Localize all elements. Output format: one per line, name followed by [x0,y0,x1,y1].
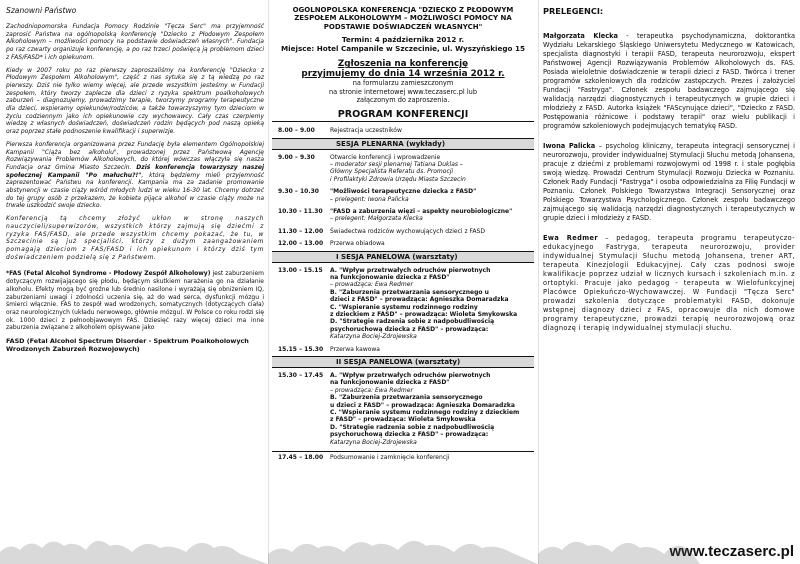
registration-text: załączonym do zaproszenia. [356,95,450,104]
registration-heading: Zgłoszenia na konferencję [337,59,469,70]
time: 15.15 – 15.30 [278,345,324,353]
fas-definition [6,270,264,332]
description: Przerwa kawowa [330,345,380,353]
campaign-text-a: Pierwsza konferencja organizowana przez Fundację była elementem Ogólnopolskiej Kampanii "Ciąża bez alkoholu", prowadzonej przez Państwową Agencję Rozwiązywania Problemów Alkoholowych, do której wówczas włączyła się nasza Fundacja oraz Gmina Miasto Szczecin. [6,140,264,171]
program-row [272,127,534,134]
description: Rejestracja uczestników [330,127,402,135]
website-link[interactable]: www.teczaserc.pl [669,543,794,560]
conference-date: Termin: 4 października 2012 r. [341,35,465,45]
history-paragraph: Kiedy w 2007 roku po raz pierwszy zaproszaliśmy na konferencję "Dziecko z Płodowym Zespołem Alkoholowym", część z nas sytuka się z tą wiedzą po raz pierwszy. Dziś nie tylko wiemy więcej, ale przede wszystkim jesteśmy w Fundacji zespołem, który tworzy zaplecze dla dzieci z ryzyka spektrum poalkoholowych zaburzeń – diagnozujemy, prowadzimy terapie, tworzymy programy terapeutyczne dla dzieci, wspieramy opiekunów/rodziców, a także towarzyszymy tym dzieciom w życiu codziennym jako ich opiekunowie czy wychowawcy. Cały czas czerpiemy wiedzę z własnych doświadczeń, doświadczeń rodzin będących pod naszą opieką oraz poprzez stałe podnoszenie kwalifikacji i superwizje. [6,66,264,136]
program-row [272,154,534,184]
description: Świadectwa rodziców wychowujących dzieci z FASD [330,227,485,235]
registration-deadline: przyjmujemy do dnia 14 września 2012 r. [301,69,505,80]
conference-paragraph: Konferencją tą chcemy złożyć ukłon w stronę naszych nauczycieli/superwizorów, wszystkich którzy zajmują się dziećmi z ryzyka FAS/FASD, ale przede wszystkim chcemy pokazać, że tu, w Szczecinie są już specjaliści, którzy z dużym zaangażowaniem pomagają dzieciom z FAS/FASD i ich opiekunom i którzy dziś tym doświadczeniem podzielą się z Państwem. [6,215,264,261]
program-title: PROGRAM KONFERENCJI [272,109,534,122]
session-panel-2-bar: II SESJA PANELOWA (warsztaty) [272,356,534,368]
speakers-heading: PRELEGENCI: [543,6,604,16]
greeting: Szanowni Państwo [6,6,77,15]
registration-text: na formularzu zamieszczonym [352,79,454,88]
description: A. "Wpływ przetrwałych odruchów pierwotnych na funkcjonowanie dziecka z FASD" – prowadząca: Ewa Redmer B. "Zaburzenia przetwarzania sensorycznego u dzieci z FASD" – prowadząca: Agnieszka Domaradzka C. "Wspieranie systemu rodzinnego rodziny z dzieckiem z FASD" – prowadząca: Wioleta Smykowska D. "Strategie radzenia sobie z nadpobudliwością psychoruchową dziecka z FASD" – prowadząca: Katarzyna Bociej-Zdrojewska [330,372,520,446]
session-plenary-bar: SESJA PLENARNA (wykłady) [272,138,534,150]
middle-column [272,6,534,558]
speaker-bio-klecka: Małgorzata Klecka - terapeutka psychodynamiczna, doktorantka Wydziału Lekarskiego Śląskiego Uniwersytetu Medycznego w Katowicach, specjalista diagnostyki i terapii FASD, terapeuta neurorozwoju, ekspert Państwowej Agencji Rozwiązywania Problemów Alkoholowych ds. FAS. Posiada wieloletnie doświadczenie w terapii dzieci z FASD. Twórca i trener programów szkoleniowych dla rodziców zastępczych. Prezes i założyciel Fundacji "Fastryga". Członek zespołu badawczego zajmującego się walidacją narzędzi diagnostycznych i terapeutycznych w grupie dzieci i młodzieży z FASD. Autorka książek "FAScynujące dzieci", "Dziecko z FASD. Postępowania różnicowe i podstawy terapii" oraz wielu publikacji i programów szkoleniowych podejmujących tematykę FASD. [543,32,795,130]
time: 17.45 – 18.00 [278,454,324,462]
conference-title: OGÓLNOPOLSKA KONFERENCJA "DZIECKO Z PŁODOWYM ZESPOŁEM ALKOHOLOWYM – MOŻLIWOŚCI POMOCY NA PODSTAWIE DOŚWIADCZEŃ WŁASNYCH" [292,6,514,31]
program-row [272,240,534,247]
speaker-name: Ewa Redmer [543,234,598,242]
left-column [6,6,264,558]
time: 9.00 – 9.30 [278,153,315,161]
fas-text: jest zaburzeniem dotyczącym rozwijającego się płodu, będącym skutkiem narażenia go na działanie alkoholu. Efekty mogą być groźne lub średnio nasilone i wyrażają się obniżeniem IQ, zaburzeniami uwagi i zdolności uczenia się, aż do wad serca, dysfunkcji mózgu i śmierci włącznie. FAS to zespół wad wrodzonych, somatycznych (dotyczących ciała) oraz neurologicznych (układu nerwowego, głównie mózgu). W Polsce co roku rodzi się ok. 1000 dzieci z pełnoobjawowym FAS. Dziesięć razy więcej dzieci ma inne zaburzenia związane z alkoholem opisywane jako [6,270,264,332]
speaker-bio-palicka: Iwona Palicka – psycholog kliniczny, terapeuta integracji sensorycznej i neurorozwoju, provider indywidualnej Stymulacji Słuchu metodą Johansena, pracuje z dziećmi z problemami rozwojowymi od 1998 r. i stale pogłębia swoją wiedzę. Prowadzi Centrum Stymulacji Rozwoju Dziecka w Poznaniu. Członek Rady Fundacji "Fastryga" i osoba odpowiedzialna za Filię Fundacji w Poznaniu. Członek Polskiego Towarzystwa Integracji Sensorycznej oraz Polskiego Towarzystwa Psychologicznego. Członek zespołu badawczego zajmującego się walidacją narzędzi diagnostycznych i terapeutycznych w grupie dzieci i młodzieży z FASD. [543,142,795,222]
intro-paragraph: Zachodniopomorska Fundacja Pomocy Rodzinie "Tęcza Serc" ma przyjemność zaprosić Państwa na ogólnopolską konferencję "Dziecko z Płodowym Zespołem Alkoholowym – możliwości pomocy na podstawie doświadczeń własnych". Fundacja po raz czwarty organizuje konferencję, a po raz trzeci poświęcą ją problemom dzieci z FAS/FASD* i ich opiekunom. [6,23,264,61]
program-row [272,451,534,461]
campaign-paragraph [6,141,264,210]
program-row [272,208,534,223]
description: Przerwa obiadowa [330,240,385,248]
description: "Możliwości terapeutyczne dziecka z FASD" – prelegent: Iwona Palicka [330,188,477,203]
session-panel-1-bar: I SESJA PANELOWA (warsztaty) [272,251,534,263]
fas-title: *FAS (Fetal Alcohol Syndrome - Płodowy Zespół Alkoholowy) [6,270,211,278]
description: "FASD a zaburzenia więzi – aspekty neurobiologiczne" – prelegent: Małgorzata Klecka [330,207,513,223]
description: A. "Wpływ przetrwałych odruchów pierwotnych na funkcjonowanie dziecka z FASD" – prowadząca: Ewa Redmer B. "Zaburzenia przetwarzania sensorycznego u dzieci z FASD" – prowadząca: Agnieszka Domaradzka C. "Wspieranie systemu rodzinnego rodziny z dzieckiem z FASD" – prowadząca: Wioleta Smykowska D. "Strategie radzenia sobie z nadpobudliwością psychoruchową dziecka z FASD" – prowadząca: Katarzyna Bociej-Zdrojewska [330,266,518,341]
campaign-text-c: , którą będziemy mieli przyjemność zaprezentować Państwu na konferencji. Kampania ma za zadanie promowanie abstynencji w czasie ciąży wśród młodych ludzi w wieku 16-30 lat. Chcemy dotrzeć do tej grupy osób z przekazem, że kobieta pijąca alkohol w czasie ciąży może na trwałe uszkodzić swoje dziecko. [6,171,264,210]
fasd-title: FASD (Fetal Alcohol Spectrum Disorder - Spektrum Poalkoholowych Wrodzonych Zaburzeń Rozwojowych) [6,337,249,354]
time: 11.30 – 12.00 [278,227,324,235]
program-row [272,188,534,203]
time: 12.00 – 13.00 [278,240,324,248]
time: 13.00 - 15.15 [278,266,323,274]
program-row [272,372,534,446]
description: Otwarcie konferencji i wprowadzenie – moderator sesji plenarnej Tatiana Duklas – Główny Specjalista Referatu ds. Promocji i Profilaktyki Zdrowia Urzędu Miasta Szczecin [330,153,466,183]
registration-text: na stronie internetowej www.teczaserc.pl lub [328,87,478,96]
time: 8.00 – 9.00 [278,127,315,135]
speaker-name: Małgorzata Klecka [543,32,618,40]
campaign-highlight: Dziś konferencja towarzyszy naszej społecznej Kampanii "Po małuchu?!" [6,163,264,179]
description: Podsumowanie i zamknięcie konferencji [330,454,450,462]
time: 15.30 – 17.45 [278,372,324,380]
time: 10.30 - 11.30 [278,207,323,215]
program-row [272,346,534,353]
speaker-bio-redmer: Ewa Redmer – pedagog, terapeuta programu terapeutyczo-edukacyjnego Fastryga, terapeuta neurorozwoju, provider indywidualnej Stymulacji Słuchu metodą Johansena, trener ART, terapeuta Kinezjologii Edukacyjnej. Cały czas podnosi swoje kwalifikacje poprzez udział w licznych kursach i szkoleniach m.in. z ortoptyki. Pracuje jako pedagog - terapeuta w Wielofunkcyjnej Placówce Opiekuńczo-Wychowawczej. W Fundacji "Tęcza Serc" prowadzi szkolenia dotyczące problematyki FASD, dokonuje wstępnej diagnozy dzieci z FAS, opracowuje dla nich domowe programy terapeutyczne, prowadzi terapię neurorozwojową oraz diagnozę i terapię indywidualnej stymulacji słuchu. [543,234,795,332]
speaker-name: Iwona Palicka [543,142,596,150]
program-row [272,267,534,341]
fold-line [268,0,269,564]
conference-place: Miejsce: Hotel Campanile w Szczecinie, ul. Wyszyńskiego 15 [281,44,525,54]
right-column [543,6,795,558]
time: 9.30 – 10.30 [278,188,319,196]
program-row [272,228,534,235]
fold-line [538,0,539,564]
